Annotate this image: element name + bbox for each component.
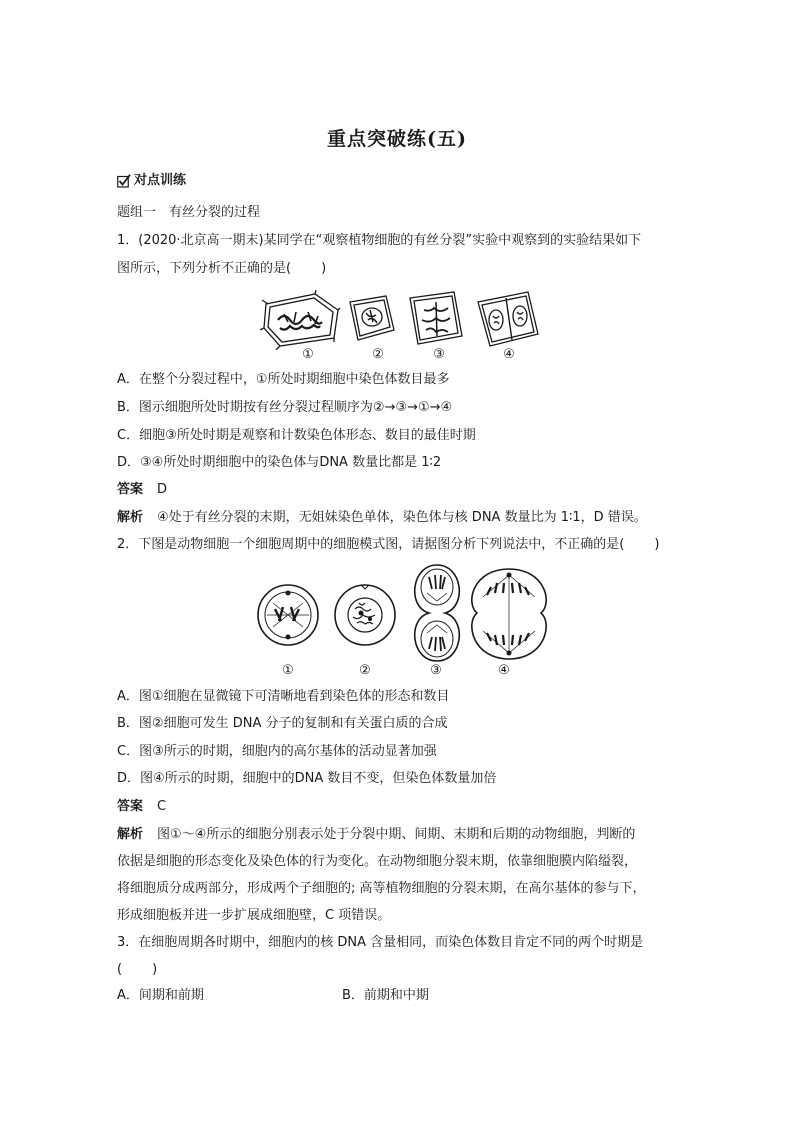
q2-option-c: C．图③所示的时期，细胞内的高尔基体的活动显著加强 xyxy=(117,744,437,759)
q1-figure-label-1: ① xyxy=(302,347,314,362)
q2-figure-label-4: ④ xyxy=(498,663,510,678)
q2-analysis-line4: 形成细胞板并进一步扩展成细胞壁，C 项错误。 xyxy=(117,908,391,923)
q2-option-d: D．图④所示的时期，细胞中的DNA 数目不变，但染色体数量加倍 xyxy=(117,771,497,786)
animal-cell-metaphase xyxy=(258,585,318,645)
q1-stem-line2 xyxy=(117,260,326,278)
q1-option-b: B．图示细胞所处时期按有丝分裂过程顺序为②→③→①→④ xyxy=(117,400,453,415)
animal-cell-telophase xyxy=(415,565,460,661)
section-heading-text: 对点训练 xyxy=(134,173,187,188)
q2-analysis-line1 xyxy=(117,826,635,844)
q2-option-b: B．图②细胞可发生 DNA 分子的复制和有关蛋白质的合成 xyxy=(117,716,448,731)
q1-analysis xyxy=(117,509,647,527)
q1-option-a: A．在整个分裂过程中，①所处时期细胞中染色体数目最多 xyxy=(117,372,450,387)
analysis-text: ④处于有丝分裂的末期，无姐妹染色单体，染色体与核 DNA 数量比为 1∶1，D 错误。 xyxy=(157,510,647,525)
q3-stem: 3．在细胞周期各时期中，细胞内的核 DNA 含量相同，而染色体数目肯定不同的两个时期是 xyxy=(117,935,644,950)
analysis-text: 图①～④所示的细胞分别表示处于分裂中期、间期、末期和后期的动物细胞，判断的 xyxy=(157,827,636,842)
animal-cell-anaphase xyxy=(472,569,546,659)
q1-stem-text: 图所示，下列分析不正确的是( xyxy=(117,261,292,276)
q2-analysis-line3: 将细胞质分成两部分，形成两个子细胞的; 高等植物细胞的分裂末期，在高尔基体的参与下， xyxy=(117,881,646,896)
answer-value: C xyxy=(157,799,167,814)
page-title: 重点突破练(五) xyxy=(327,128,467,150)
q1-option-c: C．细胞③所处时期是观察和计数染色体形态、数目的最佳时期 xyxy=(117,428,476,443)
q1-stem-line1: 1．(2020·北京高一期末)某同学在“观察植物细胞的有丝分裂”实验中观察到的实验结果如下 xyxy=(117,233,642,248)
animal-cell-interphase xyxy=(335,585,395,645)
plant-cell-4 xyxy=(478,292,538,346)
q2-option-a: A．图①细胞在显微镜下可清晰地看到染色体的形态和数目 xyxy=(117,689,450,704)
q2-figure-label-1: ① xyxy=(282,663,294,678)
q2-figure-label-2: ② xyxy=(359,663,371,678)
plant-cell-2 xyxy=(350,296,394,340)
q3-option-b: B．前期和中期 xyxy=(342,988,429,1003)
q1-figure-label-4: ④ xyxy=(503,347,515,362)
section-heading xyxy=(117,172,186,190)
q2-figure-animal-cells xyxy=(255,563,555,663)
analysis-label: 解析 xyxy=(117,827,144,842)
q2-analysis-line2: 依据是细胞的形态变化及染色体的行为变化。在动物细胞分裂末期，依靠细胞膜内陷缢裂， xyxy=(117,854,638,869)
analysis-label: 解析 xyxy=(117,510,144,525)
answer-label: 答案 xyxy=(117,799,144,814)
q2-stem-text: 2．下图是动物细胞一个细胞周期中的细胞模式图，请据图分析下列说法中，不正确的是( xyxy=(117,537,625,552)
plant-cell-3 xyxy=(410,292,462,344)
plant-cell-1 xyxy=(260,290,340,350)
q3-option-a: A．间期和前期 xyxy=(117,988,204,1003)
q1-option-d: D．③④所处时期细胞中的染色体与DNA 数量比都是 1∶2 xyxy=(117,455,442,470)
q3-blank-close: ) xyxy=(152,962,158,977)
q1-figure-label-2: ② xyxy=(372,347,384,362)
answer-label: 答案 xyxy=(117,482,144,497)
checkbox-check-icon xyxy=(117,174,131,188)
q1-figure-plant-cells xyxy=(260,290,550,350)
q2-figure-label-3: ③ xyxy=(430,663,442,678)
q1-answer xyxy=(117,481,167,499)
q1-stem-close: ) xyxy=(321,261,327,276)
q2-stem xyxy=(117,536,659,554)
q3-blank-open: ( xyxy=(117,962,123,977)
q3-blank xyxy=(117,961,157,979)
q1-figure-label-3: ③ xyxy=(433,347,445,362)
group-heading: 题组一 有丝分裂的过程 xyxy=(117,205,261,220)
q2-stem-close: ) xyxy=(654,537,660,552)
q2-answer xyxy=(117,798,166,816)
answer-value: D xyxy=(157,482,168,497)
